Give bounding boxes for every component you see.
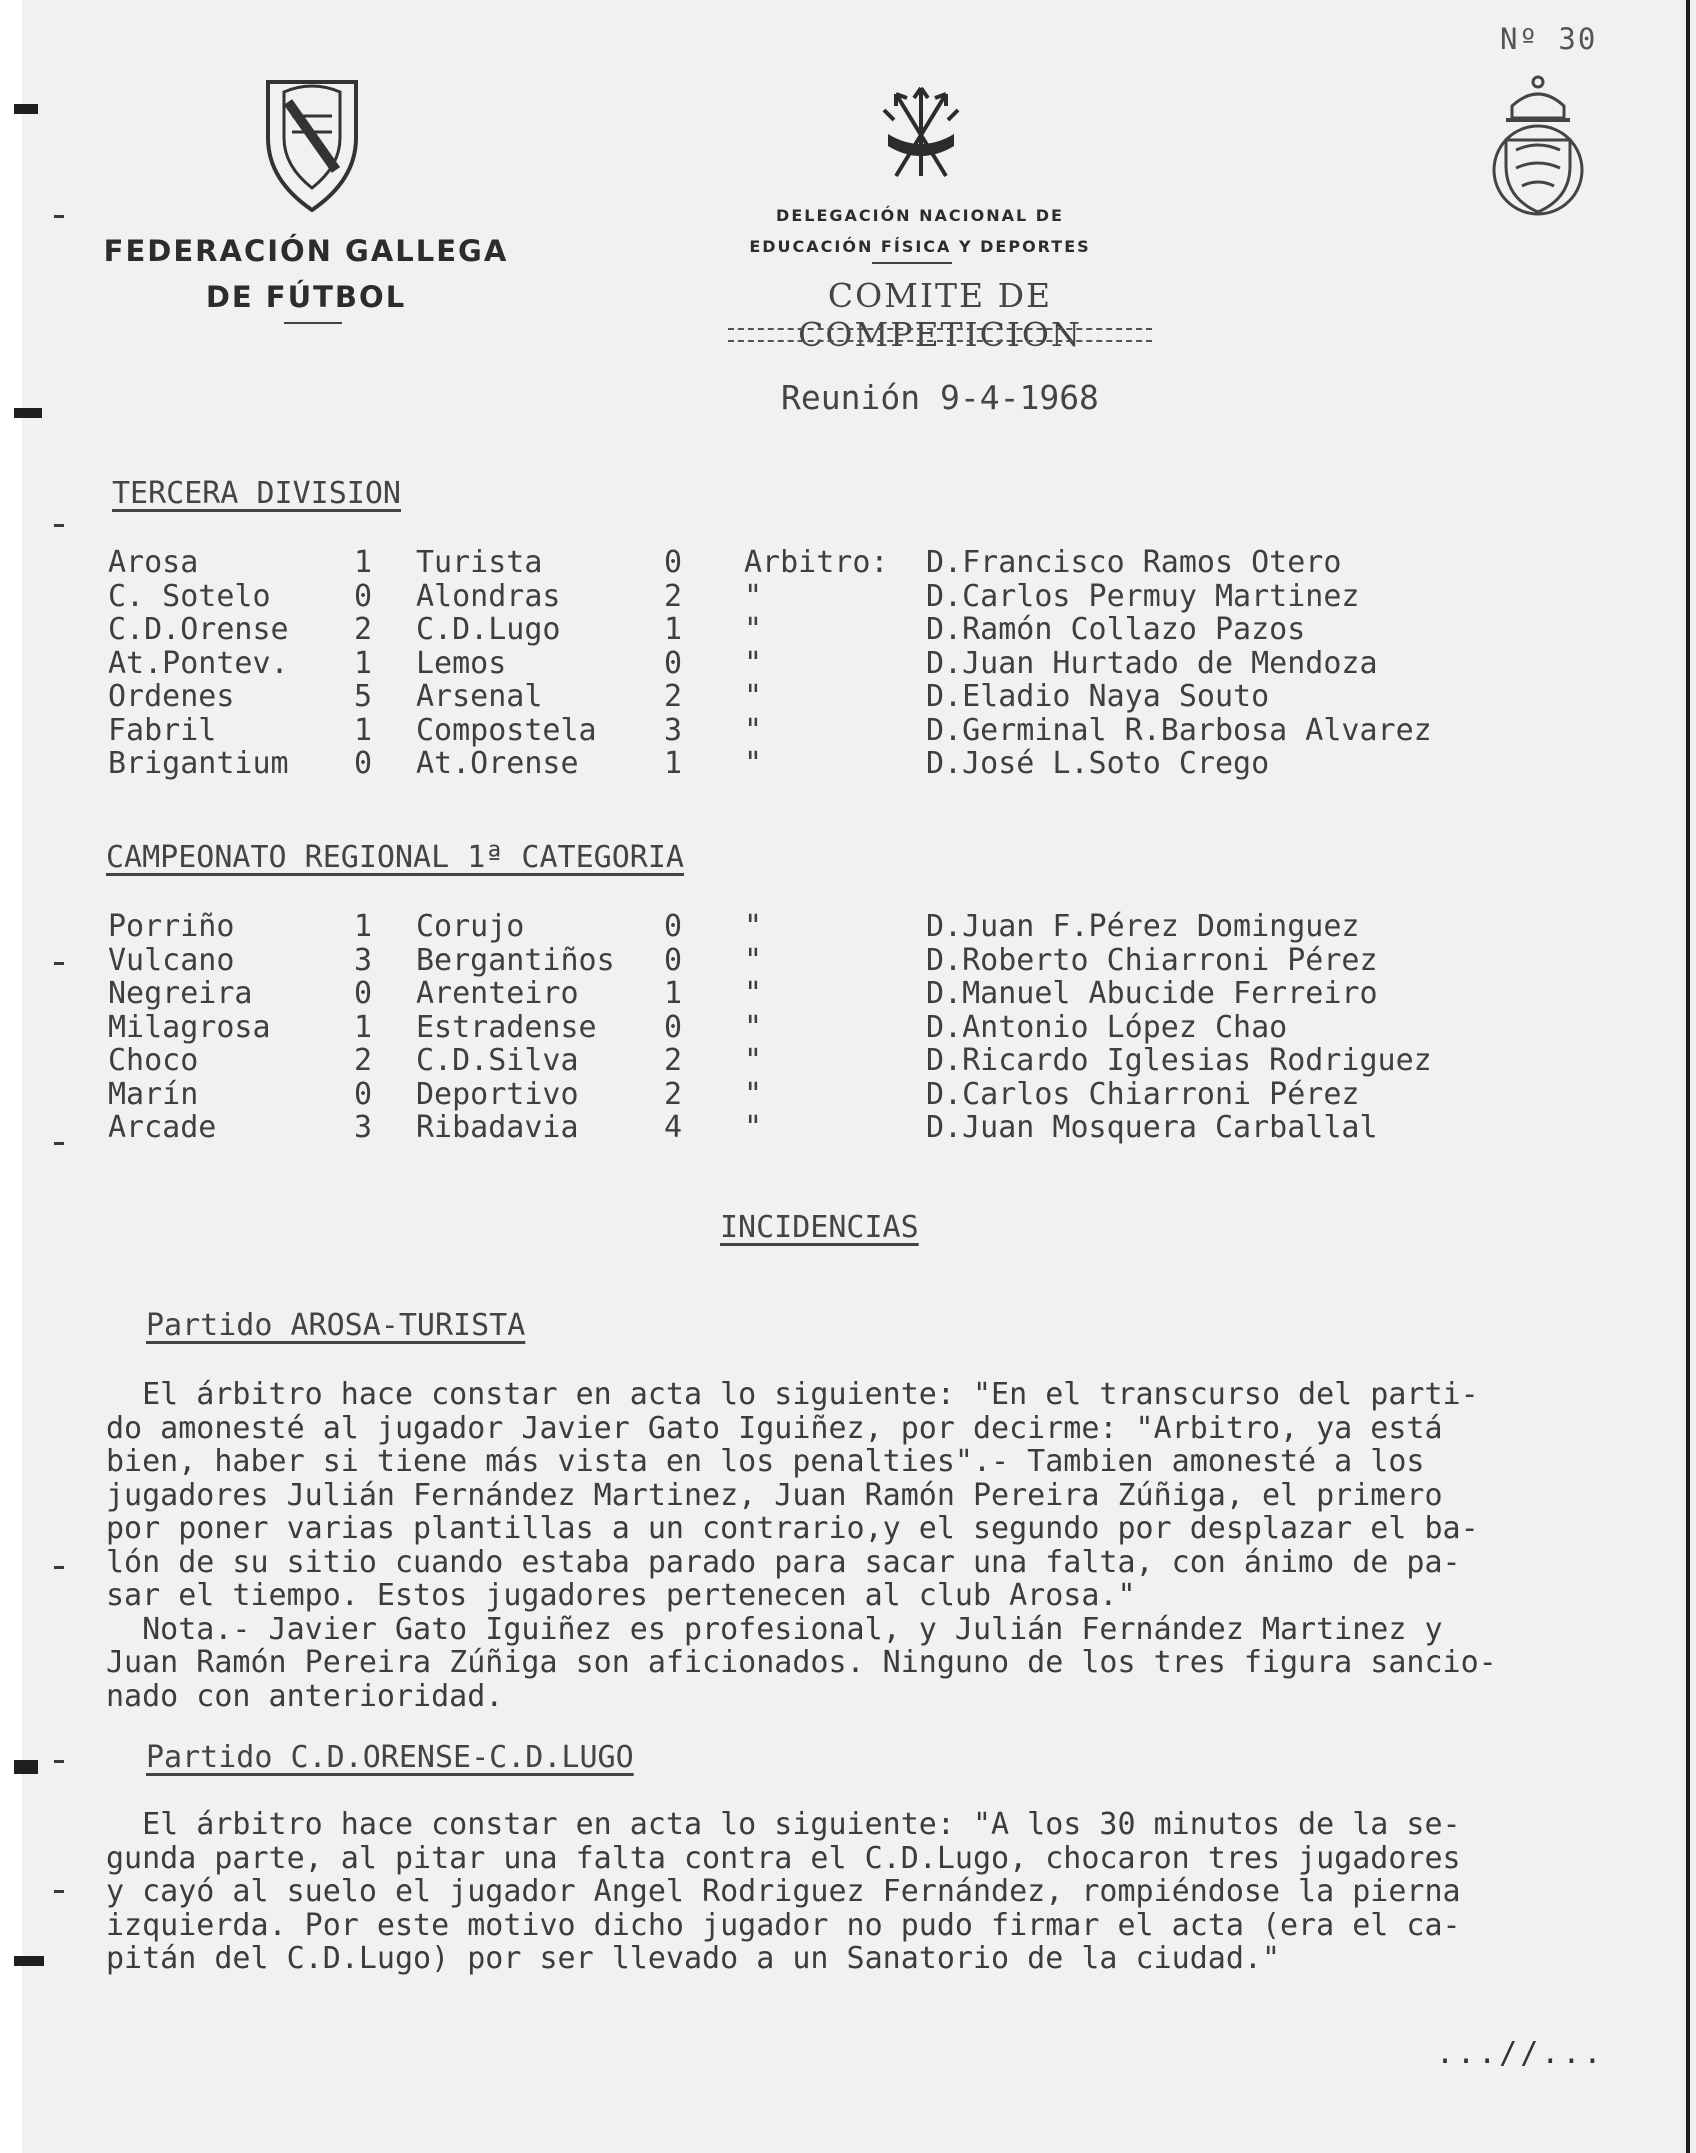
- away-team: Bergantiños: [416, 942, 615, 978]
- home-team: Choco: [108, 1043, 199, 1078]
- document-number: Nº 30: [1500, 22, 1598, 56]
- away-team: C.D.Lugo: [416, 612, 561, 647]
- away-team: At.Orense: [416, 746, 579, 781]
- report-line: El árbitro hace constar en acta lo siguiente: "En el transcurso del parti-: [106, 1377, 1479, 1412]
- report-line: gunda parte, al pitar una falta contra el C.D.Lugo, chocaron tres jugadores: [106, 1840, 1461, 1876]
- match-title-orense-lugo: Partido C.D.ORENSE-C.D.LUGO: [146, 1740, 634, 1775]
- referee-name: D.Eladio Naya Souto: [926, 679, 1270, 714]
- committee-title: COMITE DE COMPETICION: [798, 276, 1082, 354]
- referee-name: D.Carlos Permuy Martinez: [926, 578, 1360, 614]
- home-team: Milagrosa: [108, 1009, 271, 1045]
- away-score: 3: [664, 712, 683, 748]
- home-score: 0: [354, 976, 373, 1011]
- torn-edge: [14, 1760, 38, 1774]
- result-row: [108, 613, 1608, 647]
- section-title-tercera: TERCERA DIVISION: [112, 476, 401, 511]
- away-score: 2: [664, 1043, 683, 1078]
- home-score: 1: [354, 1009, 373, 1045]
- federation-shield-logo: [262, 76, 362, 216]
- report-line: por poner varias plantillas a un contrario,y el segundo por desplazar el ba-: [106, 1511, 1479, 1546]
- page-border: [1686, 0, 1690, 2153]
- home-score: 2: [354, 612, 373, 647]
- report-line: Nota.- Javier Gato Iguiñez es profesional, y Julián Fernández Martinez y: [106, 1611, 1443, 1647]
- referee-label: ": [744, 746, 763, 781]
- report-line: y cayó al suelo el jugador Angel Rodriguez Fernández, rompiéndose la pierna: [106, 1874, 1461, 1909]
- referee-name: D.Ramón Collazo Pazos: [926, 612, 1306, 647]
- result-row: [108, 1011, 1608, 1045]
- referee-name: D.Juan F.Pérez Dominguez: [926, 909, 1360, 944]
- referee-label: ": [744, 1009, 763, 1045]
- away-team: C.D.Silva: [416, 1043, 579, 1078]
- home-team: At.Pontev.: [108, 645, 289, 681]
- referee-name: D.José L.Soto Crego: [926, 746, 1270, 781]
- result-row: [108, 944, 1608, 978]
- away-score: 0: [664, 545, 683, 580]
- report-line: El árbitro hace constar en acta lo siguiente: "A los 30 minutos de la se-: [106, 1807, 1461, 1842]
- margin-mark: [54, 1760, 64, 1763]
- referee-name: D.Francisco Ramos Otero: [926, 545, 1342, 580]
- result-row: [108, 977, 1608, 1011]
- away-score: 0: [664, 1009, 683, 1045]
- home-score: 1: [354, 645, 373, 681]
- result-row: [108, 910, 1608, 944]
- home-team: Porriño: [108, 909, 235, 944]
- tercera-results-table: [108, 546, 1608, 781]
- section-title-regional: CAMPEONATO REGIONAL 1ª CATEGORIA: [106, 840, 684, 875]
- home-team: Brigantium: [108, 746, 289, 781]
- report-line: izquierda. Por este motivo dicho jugador no pudo firmar el acta (era el ca-: [106, 1907, 1461, 1943]
- delegation-line1: DELEGACIÓN NACIONAL DE: [776, 206, 1064, 225]
- regional-results-table: [108, 910, 1608, 1145]
- referee-label: ": [744, 612, 763, 647]
- section-title-incidencias: INCIDENCIAS: [720, 1210, 919, 1245]
- divider: [872, 262, 952, 264]
- report-line: Juan Ramón Pereira Zúñiga son aficionados. Ninguno de los tres figura sancio-: [106, 1645, 1497, 1680]
- away-score: 2: [664, 679, 683, 714]
- referee-name: D.Juan Hurtado de Mendoza: [926, 645, 1378, 681]
- referee-label: ": [744, 1043, 763, 1078]
- torn-edge: [14, 104, 38, 114]
- home-score: 5: [354, 679, 373, 714]
- delegation-line2: EDUCACIÓN FÍSICA Y DEPORTES: [749, 237, 1091, 256]
- report-line: sar el tiempo. Estos jugadores pertenecen al club Arosa.": [106, 1578, 1136, 1613]
- home-team: Negreira: [108, 976, 253, 1011]
- referee-label: ": [744, 909, 763, 944]
- home-team: Ordenes: [108, 679, 235, 714]
- result-row: [108, 1078, 1608, 1112]
- referee-label: ": [744, 679, 763, 714]
- margin-mark: [54, 1142, 64, 1145]
- home-score: 1: [354, 545, 373, 580]
- federation-name-line1: FEDERACIÓN GALLEGA: [103, 234, 509, 268]
- report-line: jugadores Julián Fernández Martinez, Juan Ramón Pereira Zúñiga, el primero: [106, 1477, 1443, 1513]
- incident-report-arosa-turista: [106, 1378, 1666, 1713]
- away-score: 4: [664, 1110, 683, 1145]
- result-row: [108, 647, 1608, 681]
- referee-name: D.Germinal R.Barbosa Alvarez: [926, 712, 1432, 748]
- meeting-date: Reunión 9-4-1968: [781, 378, 1099, 417]
- away-team: Arenteiro: [416, 976, 579, 1011]
- referee-name: D.Ricardo Iglesias Rodriguez: [926, 1043, 1432, 1078]
- margin-mark: [54, 1890, 64, 1893]
- away-score: 0: [664, 645, 683, 681]
- home-team: Arcade: [108, 1110, 217, 1145]
- torn-edge: [14, 1956, 44, 1966]
- match-title-arosa-turista: Partido AROSA-TURISTA: [146, 1308, 526, 1343]
- result-row: [108, 546, 1608, 580]
- away-team: Compostela: [416, 712, 597, 748]
- referee-name: D.Manuel Abucide Ferreiro: [926, 976, 1378, 1011]
- result-row: [108, 680, 1608, 714]
- result-row: [108, 747, 1608, 781]
- result-row: [108, 1044, 1608, 1078]
- referee-name: D.Carlos Chiarroni Pérez: [926, 1076, 1360, 1112]
- report-line: nado con anterioridad.: [106, 1678, 504, 1714]
- divider: [284, 322, 342, 324]
- torn-edge: [14, 408, 42, 418]
- home-score: 0: [354, 578, 373, 614]
- result-row: [108, 714, 1608, 748]
- continuation-mark: ...//...: [1436, 2036, 1605, 2071]
- away-score: 1: [664, 746, 683, 781]
- away-score: 1: [664, 612, 683, 647]
- result-row: [108, 580, 1608, 614]
- referee-label: ": [744, 1076, 763, 1112]
- away-team: Corujo: [416, 909, 525, 944]
- incident-report-orense-lugo: [106, 1808, 1666, 1976]
- home-team: Arosa: [108, 545, 199, 580]
- away-score: 0: [664, 909, 683, 944]
- margin-mark: [54, 1566, 64, 1569]
- report-line: lón de su sitio cuando estaba parado para sacar una falta, con ánimo de pa-: [106, 1544, 1461, 1580]
- report-line: do amonesté al jugador Javier Gato Iguiñez, por decirme: "Arbitro, ya está: [106, 1410, 1443, 1446]
- crowned-shield-logo: [1486, 68, 1590, 216]
- margin-mark: [54, 524, 64, 527]
- home-team: Fabril: [108, 712, 217, 748]
- away-team: Deportivo: [416, 1076, 579, 1112]
- home-team: Marín: [108, 1076, 199, 1112]
- delegation-name: [700, 200, 1140, 262]
- home-score: 0: [354, 746, 373, 781]
- home-score: 3: [354, 942, 373, 978]
- report-line: bien, haber si tiene más vista en los penalties".- Tambien amonesté a los: [106, 1444, 1425, 1479]
- away-team: Arsenal: [416, 679, 543, 714]
- referee-label: ": [744, 712, 763, 748]
- federation-name-line2: DE FÚTBOL: [205, 280, 407, 314]
- away-team: Turista: [416, 545, 543, 580]
- home-score: 2: [354, 1043, 373, 1078]
- home-team: C. Sotelo: [108, 578, 271, 614]
- away-score: 0: [664, 942, 683, 978]
- home-team: Vulcano: [108, 942, 235, 978]
- result-row: [108, 1111, 1608, 1145]
- home-score: 1: [354, 909, 373, 944]
- away-team: Lemos: [416, 645, 507, 681]
- margin-mark: [54, 215, 64, 218]
- home-score: 0: [354, 1076, 373, 1112]
- away-team: Alondras: [416, 578, 561, 614]
- away-score: 2: [664, 1076, 683, 1112]
- away-team: Estradense: [416, 1009, 597, 1045]
- home-score: 1: [354, 712, 373, 748]
- double-underline: [728, 328, 1152, 342]
- referee-label: ": [744, 645, 763, 681]
- away-team: Ribadavia: [416, 1110, 579, 1145]
- referee-label: ": [744, 976, 763, 1011]
- federation-name: [90, 228, 522, 320]
- home-team: C.D.Orense: [108, 612, 289, 647]
- report-line: pitán del C.D.Lugo) por ser llevado a un Sanatorio de la ciudad.": [106, 1941, 1280, 1976]
- referee-label: ": [744, 578, 763, 614]
- yoke-arrows-emblem: [876, 76, 966, 182]
- referee-label: Arbitro:: [744, 545, 889, 580]
- referee-name: D.Roberto Chiarroni Pérez: [926, 942, 1378, 978]
- referee-name: D.Juan Mosquera Carballal: [926, 1110, 1378, 1145]
- home-score: 3: [354, 1110, 373, 1145]
- referee-label: ": [744, 942, 763, 978]
- away-score: 2: [664, 578, 683, 614]
- margin-mark: [54, 962, 64, 965]
- away-score: 1: [664, 976, 683, 1011]
- referee-label: ": [744, 1110, 763, 1145]
- referee-name: D.Antonio López Chao: [926, 1009, 1288, 1045]
